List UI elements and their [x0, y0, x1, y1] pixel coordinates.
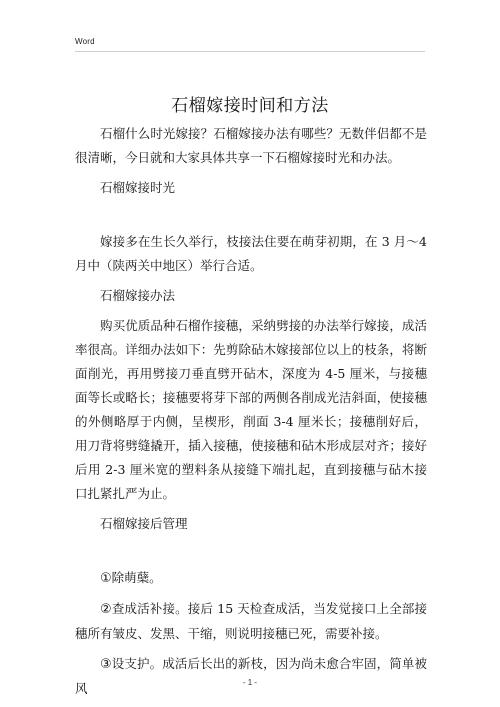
list-marker: ③ [100, 657, 112, 672]
blank-line [75, 542, 427, 566]
list-marker: ① [100, 571, 112, 586]
section-heading-time: 石榴嫁接时光 [100, 180, 176, 195]
page-number: - 1 - [242, 678, 258, 687]
section-paragraph-method: 购买优质品种石榴作接穗，采纳劈接的办法举行嫁接，成活率很高。详细办法如下：先剪除砧木嫁接部位以上的枝条，将断面削光，再用劈接刀垂直劈开砧木，深度为 4-5 厘米，与接穗面等长或略长；接穗要将芽下部的两侧各削成光洁斜面，使接穗的外侧略厚于内侧，呈楔形，削面 3-4 厘米长；接穗削好后，用刀背将劈缝撬开，插入接穗，使接穗和砧木形成层对齐；接好后用 2-3 厘米宽的塑料条从接缝下端扎起，直到接穗与砧木接口扎紧扎严为止。 [75, 318, 427, 501]
document-body [75, 122, 427, 707]
list-item-text: 设支护。成活后长出的新枝，因为尚未愈合牢固，简单被风 [75, 656, 427, 696]
management-item-3 [75, 652, 427, 701]
section-paragraph-time: 嫁接多在生长久举行，枝接法住要在萌芽初期，在 3 月～4 月中（陕两关中地区）举行合适。 [75, 234, 427, 273]
section-heading-method: 石榴嫁接办法 [100, 288, 176, 303]
document-title: 石榴嫁接时间和方法 [171, 96, 329, 117]
list-item-text: 除萌蘖。 [111, 570, 162, 585]
intro-paragraph: 石榴什么时光嫁接？石榴嫁接办法有哪些？无数伴侣都不是很清晰，今日就和大家具体共享一下石榴嫁接时光和办法。 [75, 126, 427, 165]
list-marker: ② [100, 602, 112, 617]
management-item-1 [75, 566, 427, 591]
header-app-label: Word [75, 37, 95, 46]
blank-line [75, 206, 427, 230]
header-divider [75, 51, 425, 52]
management-item-2 [75, 597, 427, 646]
section-heading-management: 石榴嫁接后管理 [100, 516, 188, 531]
list-item-text: 查成活补接。接后 15 天检查成活，当发觉接口上全部接穗所有皱皮、发黑、干缩，则说明接穗已死，需要补接。 [75, 601, 428, 641]
